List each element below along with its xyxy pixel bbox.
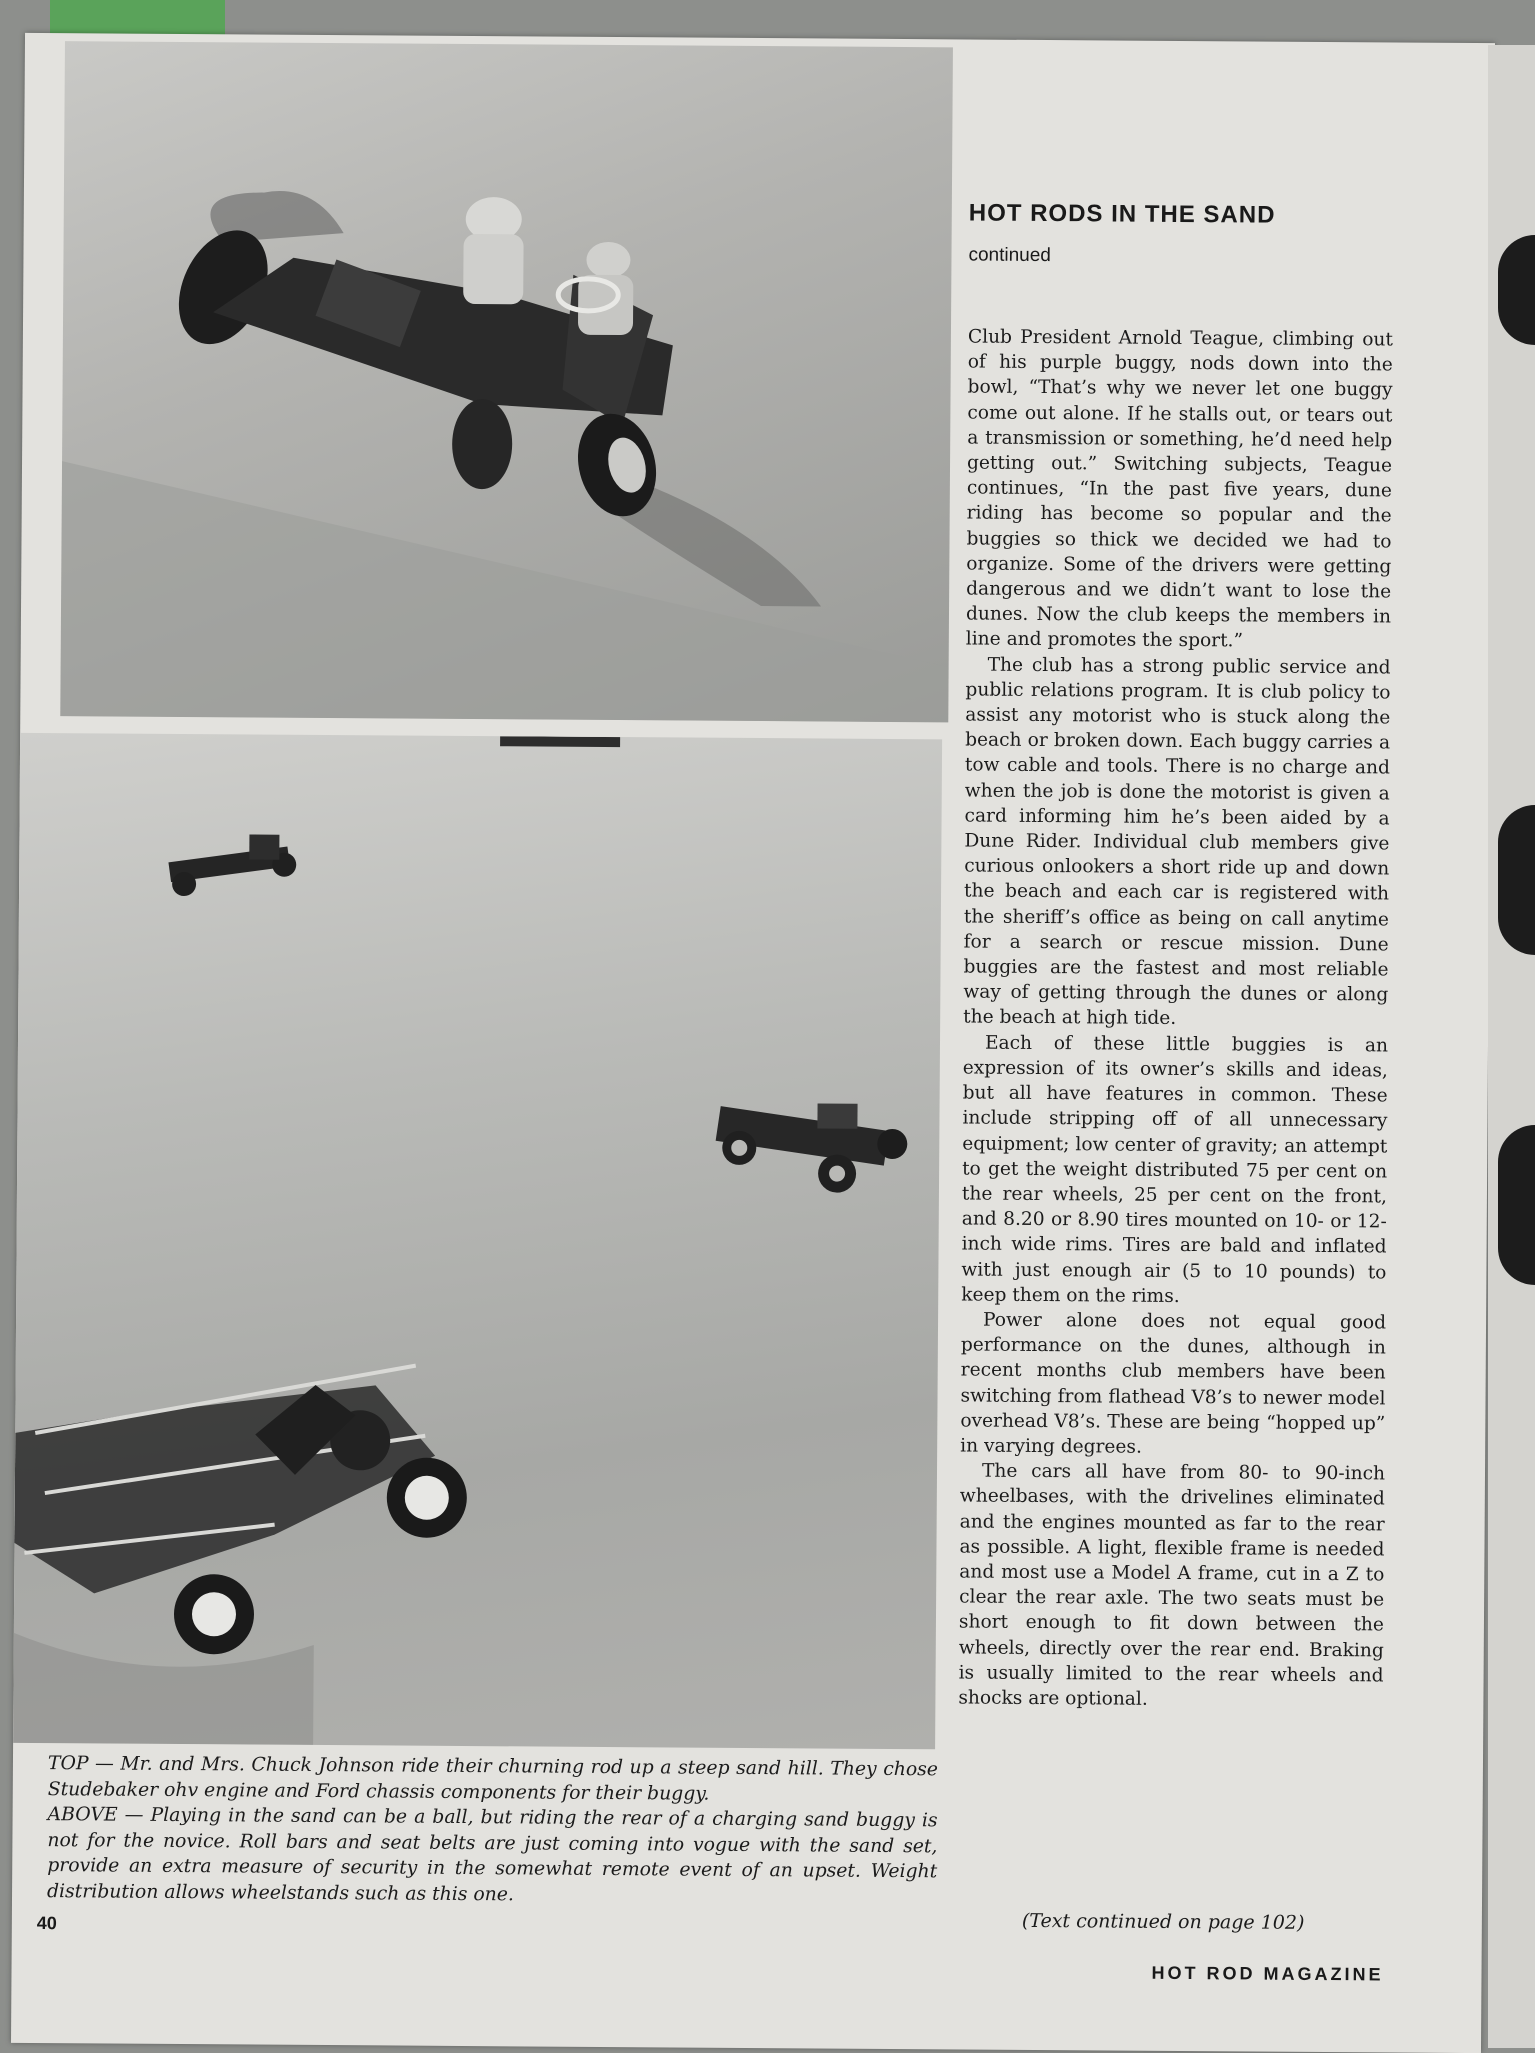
top-photo-dune-buggy-climbing — [60, 41, 953, 722]
bottom-photo-dune-buggies — [13, 733, 942, 1749]
article-paragraph: Club President Arnold Teague, climbing out of his purple buggy, nods down into the bowl, “That’s why we never let one buggy come out alone. If he stalls out, or tears out a transmission or something, he’d need help getting out.” Switching subjects, Teague continues, “In the past five years, dune riding has become so popular and the buggies so thick we decided we had to organize. Some of the drivers were getting dangerous and we didn’t want to lose the dunes. Now the club keeps the members in line and promotes the sport.” — [965, 326, 1393, 652]
small-buggy-far — [168, 834, 296, 897]
bottom-photo-illustration — [13, 733, 942, 1749]
page-number: 40 — [36, 1913, 57, 1934]
middle-buggy — [715, 1103, 907, 1193]
magazine-name: HOT ROD MAGAZINE — [1151, 1962, 1384, 1985]
article-paragraph: The club has a strong public service and public relations program. It is club policy to assist any motorist who is stuck along the beach or broken down. Each buggy carries a tow cable and tools. There is no charge and when the job is done the motorist is given a card informing him he’s been aided by a Dune Rider. Individual club members give curious onlookers a short ride up and down the beach and each car is registered with the sheriff’s office as being on call anytime for a search or rescue mission. Dune buggies are the fastest and most reliable way of getting through the dunes or along the beach at high tide. — [963, 654, 1391, 1030]
caption-top: TOP — Mr. and Mrs. Chuck Johnson ride their churning rod up a steep sand hill. They chose Studebaker ohv engine and Ford chassis components for their buggy. — [47, 1753, 939, 1805]
continued-note: (Text continued on page 102) — [1021, 1909, 1305, 1934]
article-headline: HOT RODS IN THE SAND — [968, 199, 1276, 229]
article-subhead: continued — [968, 244, 1051, 267]
large-buggy-wheelstand — [13, 1363, 468, 1746]
article-body — [958, 324, 1393, 1713]
article-paragraph: Each of these little buggies is an expression of its owner’s skills and ideas, but all have features in common. These include stripping off of all unnecessary equipment; low center of gravity; an attempt to get the weight distributed 75 per cent on the rear wheels, 25 per cent on the front, and 8.20 or 8.90 tires mounted on 10- or 12-inch wide rims. Tires are bald and inflated with just enough air (5 to 10 pounds) to keep them on the rims. — [961, 1032, 1389, 1307]
magazine-page — [11, 33, 1495, 2053]
photo-caption — [47, 1751, 938, 1910]
next-page-photo-fragment — [1498, 1125, 1535, 1285]
article-paragraph: Power alone does not equal good performance on the dunes, although in recent months club members have been switching from flathead V8’s to newer model overhead V8’s. These are being “hopped up” in varying degrees. — [960, 1309, 1387, 1458]
next-page-photo-fragment — [1498, 235, 1535, 345]
top-photo-illustration — [60, 41, 953, 722]
next-page-edge — [1488, 45, 1535, 2048]
caption-above: ABOVE — Playing in the sand can be a ball, but riding the rear of a charging sand buggy is not for the novice. Roll bars and seat belts are just coming into vogue with the sand set, provide an extra measure of security in the somewhat remote event of an upset. Weight distribution allows wheelstands such as this one. — [46, 1804, 938, 1905]
article-paragraph: The cars all have from 80- to 90-inch wheelbases, with the drivelines eliminated and the engines mounted as far to the rear as possible. A light, flexible frame is needed and most use a Model A frame, cut in a Z to clear the rear axle. The two seats must be short enough to fit down between the wheels, directly over the rear end. Braking is usually limited to the rear wheels and shocks are optional. — [958, 1460, 1386, 1710]
next-page-photo-fragment — [1498, 805, 1535, 955]
